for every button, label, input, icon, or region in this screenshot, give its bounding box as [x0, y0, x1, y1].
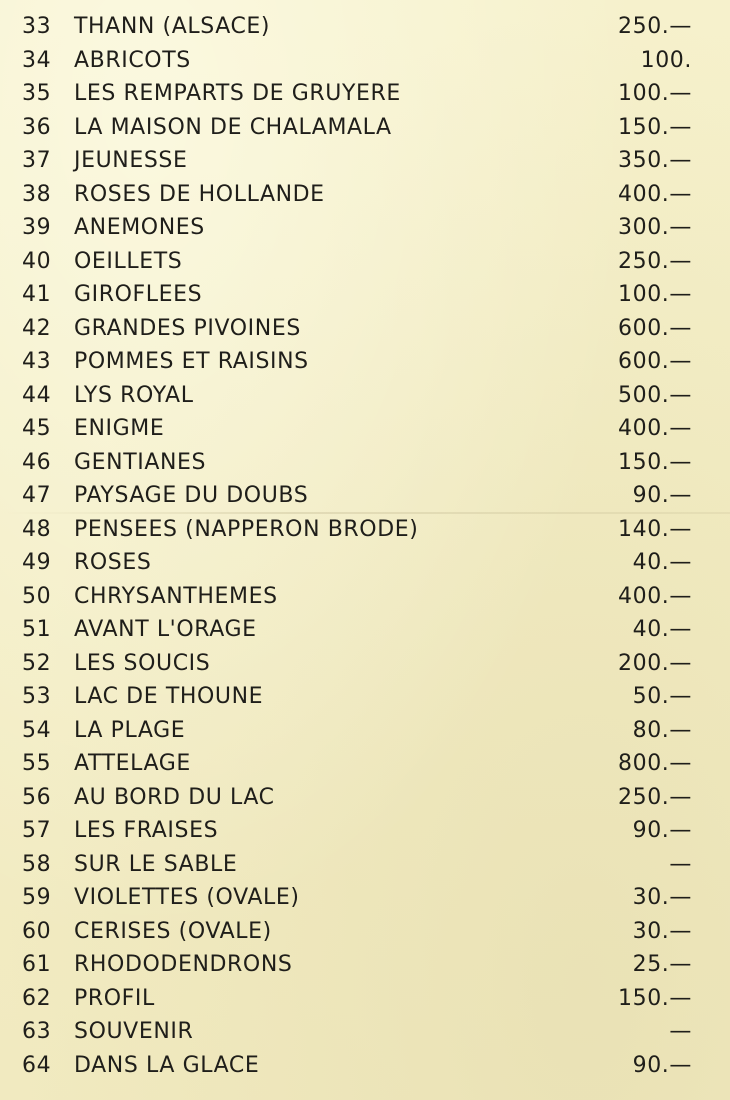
- item-number: 54: [22, 717, 52, 743]
- item-title: JEUNESSE: [74, 148, 188, 173]
- item-number: 40: [22, 248, 52, 274]
- item-number: 51: [22, 617, 52, 642]
- list-item: [0, 44, 730, 78]
- item-title: GIROFLEES: [74, 282, 203, 307]
- item-number: 52: [22, 650, 52, 676]
- list-item: [0, 580, 730, 614]
- item-price: 250.—: [618, 14, 692, 39]
- item-number: 44: [22, 382, 52, 408]
- item-number: 57: [22, 818, 52, 843]
- item-title: SOUVENIR: [74, 1019, 194, 1044]
- item-title: ABRICOTS: [74, 47, 191, 73]
- list-item: [0, 513, 730, 547]
- item-number: 43: [22, 349, 52, 374]
- list-item: [0, 814, 730, 848]
- list-item: [0, 111, 730, 145]
- item-number: 62: [22, 985, 52, 1011]
- item-price: 40.—: [632, 617, 692, 642]
- item-price: 800.—: [618, 751, 692, 776]
- list-item: [0, 278, 730, 312]
- item-price: 150.—: [618, 114, 692, 140]
- item-number: 46: [22, 449, 52, 475]
- item-title: SUR LE SABLE: [74, 851, 238, 877]
- item-title: ROSES: [74, 550, 152, 575]
- item-price: 90.—: [632, 483, 692, 508]
- list-item: [0, 546, 730, 580]
- item-number: 53: [22, 684, 52, 709]
- item-price: 30.—: [632, 918, 692, 944]
- list-item: [0, 312, 730, 346]
- item-price: 300.—: [618, 215, 692, 240]
- list-item: [0, 747, 730, 781]
- list-item: [0, 211, 730, 245]
- item-price: 250.—: [618, 248, 692, 274]
- item-title: THANN (ALSACE): [74, 14, 271, 39]
- item-number: 63: [22, 1019, 52, 1044]
- list-item: [0, 680, 730, 714]
- item-price: 100.—: [618, 282, 692, 307]
- item-price: 600.—: [618, 315, 692, 341]
- item-price: 90.—: [632, 1052, 692, 1078]
- list-item: [0, 1049, 730, 1083]
- item-title: ENIGME: [74, 416, 165, 441]
- item-price: 150.—: [618, 449, 692, 475]
- item-number: 35: [22, 81, 52, 106]
- item-price: 500.—: [618, 382, 692, 408]
- item-number: 50: [22, 583, 52, 609]
- item-number: 36: [22, 114, 52, 140]
- item-title: CHRYSANTHEMES: [74, 583, 278, 609]
- list-item: [0, 647, 730, 681]
- list-item: [0, 77, 730, 111]
- list-item: [0, 881, 730, 915]
- item-price: 150.—: [618, 985, 692, 1011]
- item-number: 55: [22, 751, 52, 776]
- item-title: GENTIANES: [74, 449, 207, 475]
- item-number: 37: [22, 148, 52, 173]
- item-number: 47: [22, 483, 52, 508]
- item-price: 100.—: [618, 81, 692, 106]
- list-item: [0, 714, 730, 748]
- item-title: CERISES (OVALE): [74, 918, 272, 944]
- item-price: 100.: [640, 47, 692, 73]
- list-item: [0, 781, 730, 815]
- item-price: 400.—: [618, 181, 692, 207]
- item-price: 30.—: [632, 885, 692, 910]
- list-item: [0, 144, 730, 178]
- item-price: 400.—: [618, 416, 692, 441]
- item-price: 350.—: [618, 148, 692, 173]
- item-number: 61: [22, 952, 52, 977]
- item-number: 56: [22, 784, 52, 810]
- list-item: [0, 379, 730, 413]
- item-title: PENSEES (NAPPERON BRODE): [74, 516, 419, 542]
- list-item: [0, 915, 730, 949]
- item-number: 41: [22, 282, 52, 307]
- list-item: [0, 479, 730, 513]
- item-number: 48: [22, 516, 52, 542]
- item-title: GRANDES PIVOINES: [74, 315, 301, 341]
- item-title: OEILLETS: [74, 248, 183, 274]
- item-title: ROSES DE HOLLANDE: [74, 181, 325, 207]
- item-price: 25.—: [632, 952, 692, 977]
- list-item: [0, 446, 730, 480]
- item-title: AU BORD DU LAC: [74, 784, 275, 810]
- item-number: 49: [22, 550, 52, 575]
- item-price: 140.—: [618, 516, 692, 542]
- item-price: 200.—: [618, 650, 692, 676]
- item-title: RHODODENDRONS: [74, 952, 293, 977]
- item-title: LA MAISON DE CHALAMALA: [74, 114, 392, 140]
- item-title: LA PLAGE: [74, 717, 186, 743]
- item-number: 38: [22, 181, 52, 207]
- list-item: [0, 345, 730, 379]
- list-item: [0, 982, 730, 1016]
- item-title: POMMES ET RAISINS: [74, 349, 309, 374]
- item-number: 34: [22, 47, 52, 73]
- item-price: 50.—: [632, 684, 692, 709]
- item-price: 90.—: [632, 818, 692, 843]
- item-title: VIOLETTES (OVALE): [74, 885, 300, 910]
- item-price: —: [669, 1019, 692, 1044]
- item-number: 60: [22, 918, 52, 944]
- list-item: [0, 1015, 730, 1049]
- item-price: 600.—: [618, 349, 692, 374]
- item-number: 59: [22, 885, 52, 910]
- item-title: ANEMONES: [74, 215, 205, 240]
- item-price: —: [669, 851, 692, 877]
- item-title: PROFIL: [74, 985, 155, 1011]
- list-item: [0, 245, 730, 279]
- list-item: [0, 948, 730, 982]
- item-price: 400.—: [618, 583, 692, 609]
- item-title: PAYSAGE DU DOUBS: [74, 483, 309, 508]
- item-title: LES REMPARTS DE GRUYERE: [74, 81, 401, 106]
- item-price: 80.—: [632, 717, 692, 743]
- list-item: [0, 178, 730, 212]
- item-number: 42: [22, 315, 52, 341]
- item-number: 45: [22, 416, 52, 441]
- list-item: [0, 613, 730, 647]
- item-title: LYS ROYAL: [74, 382, 194, 408]
- item-title: AVANT L'ORAGE: [74, 617, 257, 642]
- list-item: [0, 412, 730, 446]
- price-list: [0, 10, 730, 1082]
- item-number: 64: [22, 1052, 52, 1078]
- item-title: DANS LA GLACE: [74, 1052, 260, 1078]
- item-number: 33: [22, 14, 52, 39]
- item-price: 40.—: [632, 550, 692, 575]
- list-item: [0, 10, 730, 44]
- item-number: 58: [22, 851, 52, 877]
- item-title: LES FRAISES: [74, 818, 219, 843]
- item-price: 250.—: [618, 784, 692, 810]
- item-title: ATTELAGE: [74, 751, 191, 776]
- item-title: LES SOUCIS: [74, 650, 211, 676]
- list-item: [0, 848, 730, 882]
- item-title: LAC DE THOUNE: [74, 684, 264, 709]
- item-number: 39: [22, 215, 52, 240]
